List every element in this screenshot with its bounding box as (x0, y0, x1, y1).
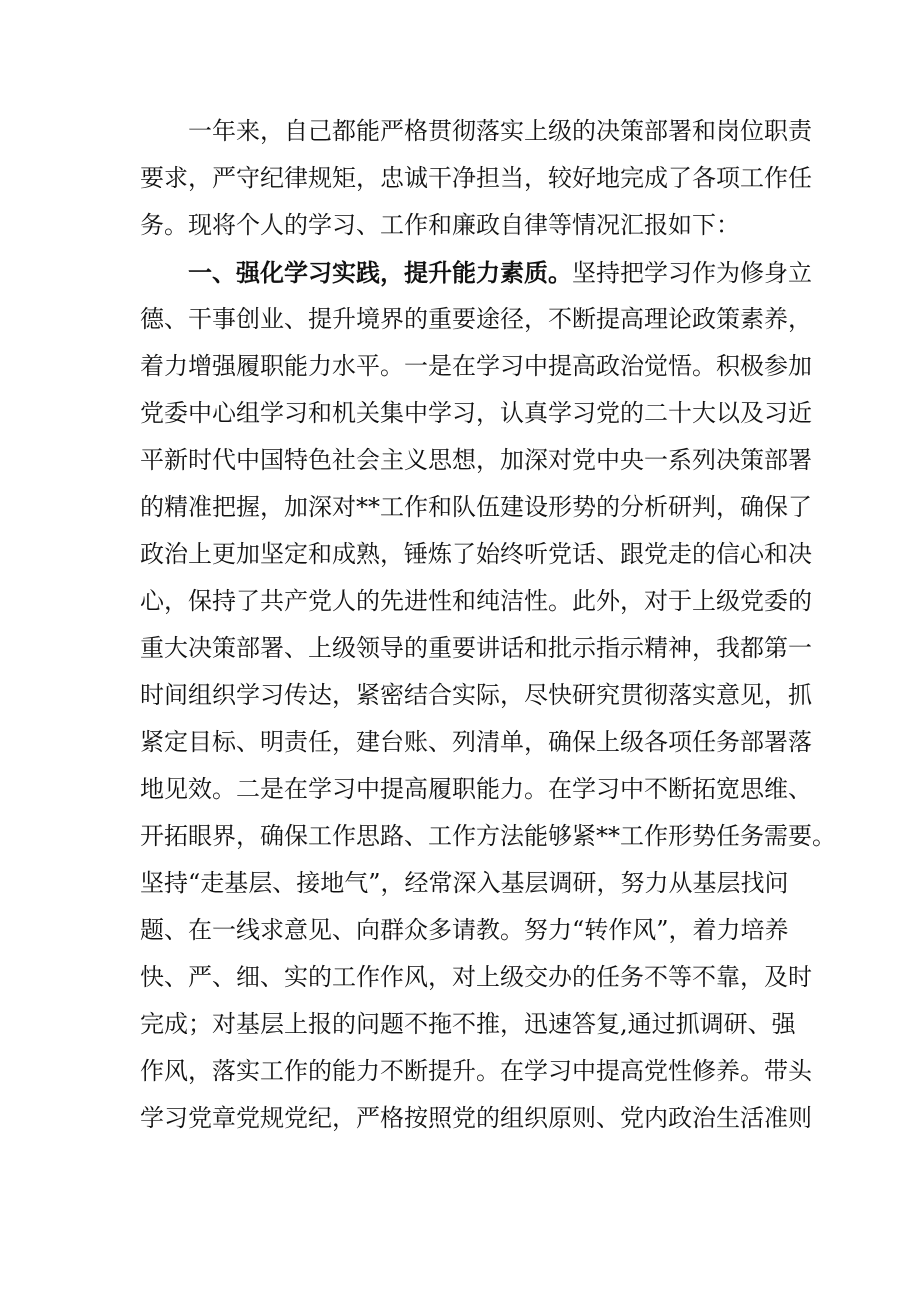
paragraph-2-line-5: 平新时代中国特色社会主义思想，加深对党中央一系列决策部署 (140, 446, 812, 474)
paragraph-1-line-1: 一年来，自己都能严格贯彻落实上级的决策部署和岗位职责 (188, 117, 812, 145)
paragraph-2-line-10: 时间组织学习传达，紧密结合实际，尽快研究贯彻落实意见，抓 (140, 681, 812, 709)
paragraph-2-line-8: 心，保持了共产党人的先进性和纯洁性。此外，对于上级党委的 (140, 587, 812, 615)
section-heading: 一、强化学习实践，提升能力素质。 (188, 258, 572, 287)
paragraph-2-line-11: 紧定目标、明责任，建台账、列清单，确保上级各项任务部署落 (140, 728, 812, 756)
paragraph-2-line-15: 题、在一线求意见、向群众多请教。努力“转作风”，着力培养 (140, 916, 789, 944)
paragraph-2-line-9: 重大决策部署、上级领导的重要讲话和批示指示精神，我都第一 (140, 634, 812, 662)
document-body (140, 108, 836, 1142)
paragraph-2-line-17: 完成；对基层上报的问题不拖不推，迅速答复,通过抓调研、强 (140, 1010, 796, 1038)
paragraph-2-line-7: 政治上更加坚定和成熟，锤炼了始终听党话、跟党走的信心和决 (140, 540, 812, 568)
paragraph-2-line-6: 的精准把握，加深对**工作和队伍建设形势的分析研判，确保了 (140, 493, 812, 521)
paragraph-2-line-1 (140, 249, 812, 296)
paragraph-1-line-2: 要求，严守纪律规矩，忠诚干净担当，较好地完成了各项工作任 (140, 164, 812, 192)
paragraph-2-line-13: 开拓眼界，确保工作思路、工作方法能够紧**工作形势任务需要。 (140, 822, 836, 850)
paragraph-2-line-19: 学习党章党规党纪，严格按照党的组织原则、党内政治生活准则 (140, 1104, 812, 1132)
paragraph-2-line-1-rest: 坚持把学习作为修身立 (572, 259, 812, 287)
paragraph-2-line-3: 着力增强履职能力水平。一是在学习中提高政治觉悟。积极参加 (140, 352, 812, 380)
paragraph-2-line-16: 快、严、细、实的工作作风，对上级交办的任务不等不靠，及时 (140, 963, 812, 991)
paragraph-2-line-2: 德、干事创业、提升境界的重要途径，不断提高理论政策素养， (140, 305, 812, 333)
paragraph-2-line-4: 党委中心组学习和机关集中学习，认真学习党的二十大以及习近 (140, 399, 812, 427)
paragraph-2-line-12: 地见效。二是在学习中提高履职能力。在学习中不断拓宽思维、 (140, 775, 812, 803)
paragraph-2-line-14: 坚持“走基层、接地气”，经常深入基层调研，努力从基层找问 (140, 869, 789, 897)
paragraph-2-line-18: 作风，落实工作的能力不断提升。在学习中提高党性修养。带头 (140, 1057, 812, 1085)
paragraph-1-line-3: 务。现将个人的学习、工作和廉政自律等情况汇报如下： (140, 211, 740, 239)
